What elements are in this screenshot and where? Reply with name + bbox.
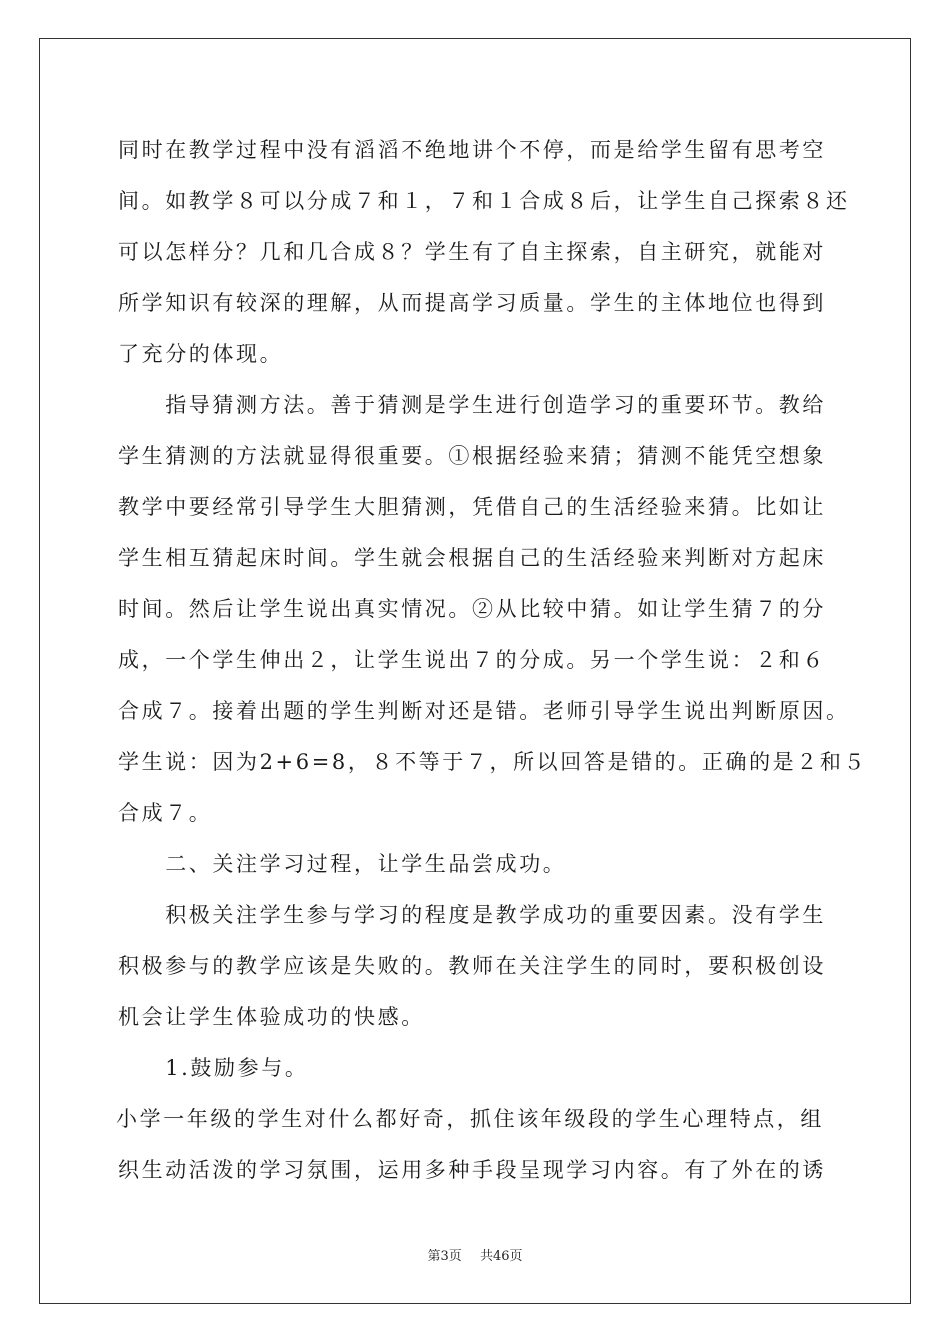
text-line: 织生动活泼的学习氛围，运用多种手段呈现学习内容。有了外在的诱: [118, 1158, 826, 1182]
total-pages: 共46页: [479, 1249, 523, 1264]
text-line: 同时在教学过程中没有滔滔不绝地讲个不停，而是给学生留有思考空: [118, 138, 826, 162]
text-line: 教学中要经常引导学生大胆猜测，凭借自己的生活经验来猜。比如让: [118, 495, 826, 519]
text-line: 成，一个学生伸出２，让学生说出７的分成。另一个学生说：２和６: [118, 648, 826, 672]
subsection-heading: 1.鼓励参与。: [118, 1056, 309, 1080]
text-line: 时间。然后让学生说出真实情况。②从比较中猜。如让学生猜７的分: [118, 597, 826, 621]
text-line: 积极关注学生参与学习的程度是教学成功的重要因素。没有学生: [118, 903, 826, 927]
text-line: 学生猜测的方法就显得很重要。①根据经验来猜；猜测不能凭空想象: [118, 444, 826, 468]
page-number: 第3页: [427, 1249, 462, 1264]
text-line: 机会让学生体验成功的快感。: [118, 1005, 425, 1029]
text-line: 小学一年级的学生对什么都好奇，抓住该年级段的学生心理特点，组: [116, 1107, 824, 1131]
text-line: 积极参与的教学应该是失败的。教师在关注学生的同时，要积极创设: [118, 954, 826, 978]
text-line: 合成７。接着出题的学生判断对还是错。老师引导学生说出判断原因。: [118, 699, 850, 723]
text-line: 学生相互猜起床时间。学生就会根据自己的生活经验来判断对方起床: [118, 546, 826, 570]
text-line: 所学知识有较深的理解，从而提高学习质量。学生的主体地位也得到: [118, 291, 826, 315]
text-line: 指导猜测方法。善于猜测是学生进行创造学习的重要环节。教给: [118, 393, 826, 417]
text-line: 间。如教学８可以分成７和１，７和１合成８后，让学生自己探索８还: [118, 189, 850, 213]
section-heading: 二、关注学习过程，让学生品尝成功。: [118, 852, 567, 876]
text-line: 可以怎样分？几和几合成８？学生有了自主探索，自主研究，就能对: [118, 240, 826, 264]
text-line: 了充分的体现。: [118, 342, 284, 366]
text-line: 学生说：因为2+6=8，８不等于７，所以回答是错的。正确的是２和５: [118, 750, 868, 774]
page-footer: [0, 1245, 950, 1264]
text-line: 合成７。: [118, 801, 213, 825]
